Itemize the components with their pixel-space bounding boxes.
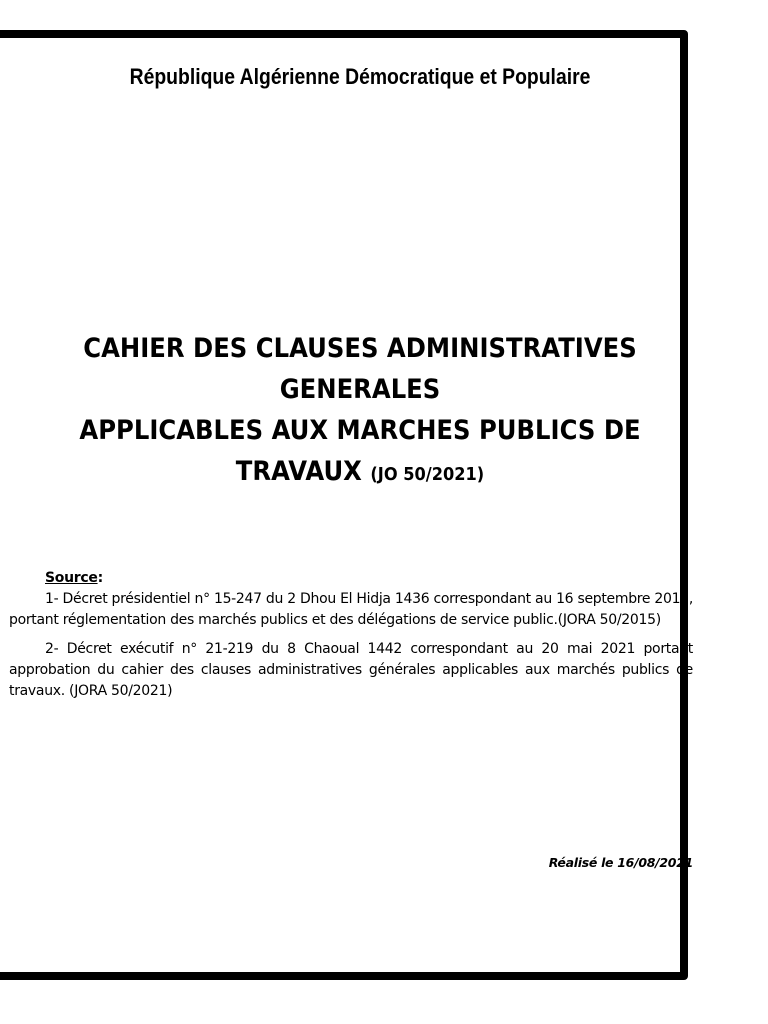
title-line-1: CAHIER DES CLAUSES ADMINISTRATIVES <box>83 333 637 364</box>
title-reference: (JO 50/2021) <box>370 464 485 485</box>
source-label-text: Source <box>45 570 98 586</box>
source-section <box>9 568 693 702</box>
source-label-colon: : <box>97 570 103 586</box>
title-line-4 <box>63 451 657 495</box>
source-item-1: 1- Décret présidentiel n° 15-247 du 2 Dhou El Hidja 1436 correspondant au 16 septembre 2015, portant réglementation des marchés publics et des délégations de service public.(JORA 50/2015) <box>9 591 693 628</box>
republic-header: République Algérienne Démocratique et Populaire <box>129 64 591 89</box>
title-line-3: APPLICABLES AUX MARCHES PUBLICS DE <box>79 415 641 446</box>
source-label <box>9 568 693 589</box>
source-item-2: 2- Décret exécutif n° 21-219 du 8 Chaoual 1442 correspondant au 20 mai 2021 portant approbation du cahier des clauses administratives générales applicables aux marchés publics de travaux. (JORA 50/2021) <box>9 641 693 699</box>
title-line-2: GENERALES <box>279 374 441 405</box>
title-line-4-text: TRAVAUX <box>235 456 362 487</box>
document-title <box>63 328 657 495</box>
realisation-date: Réalisé le 16/08/2021 <box>548 855 693 870</box>
page-border <box>0 30 688 980</box>
